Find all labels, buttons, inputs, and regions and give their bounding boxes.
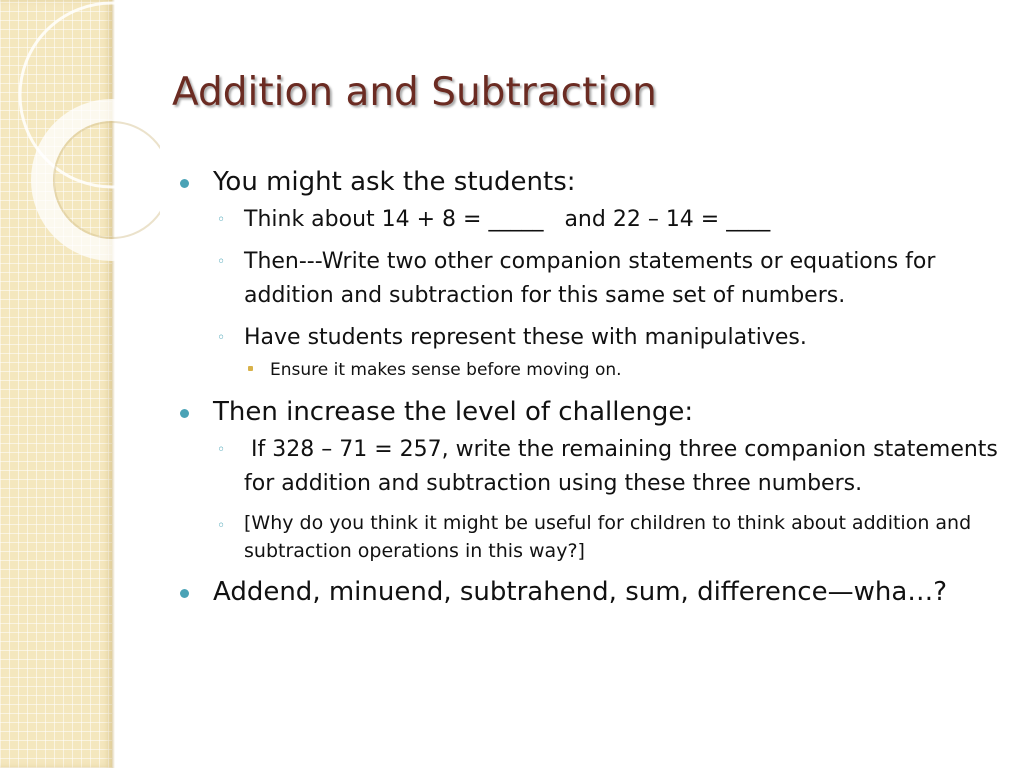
sub-bullet-why-useful (178, 509, 998, 565)
sub-bullet-text: Think about 14 + 8 = _____ and 22 – 14 = ____ (244, 207, 771, 232)
ring-bullet-icon: ◦ (217, 212, 226, 228)
sub-sub-bullet-ensure-sense (178, 357, 998, 383)
sub-bullet-text: [Why do you think it might be useful for children to think about addition and subtraction operations in this way?] (244, 512, 972, 562)
bullet-text: You might ask the students: (213, 167, 576, 197)
bullet-text: Then increase the level of challenge: (213, 397, 694, 427)
ring-bullet-icon: ◦ (217, 254, 226, 270)
bullet-text: Addend, minuend, subtrahend, sum, difference—wha…? (213, 577, 948, 607)
square-bullet-icon (248, 366, 253, 371)
teal-bullet-icon (180, 179, 189, 188)
ring-bullet-icon: ◦ (217, 518, 226, 534)
sub-bullet-companion-statements (178, 245, 998, 313)
bullet-list (178, 165, 1005, 613)
sub-sub-bullet-text: Ensure it makes sense before moving on. (270, 360, 622, 380)
bullet-item-ask-students (178, 165, 998, 199)
decorative-rings-graphic (0, 0, 160, 300)
bullet-item-vocabulary (178, 575, 998, 609)
ring-bullet-icon: ◦ (217, 442, 226, 458)
sub-bullet-328-minus-71 (178, 433, 1005, 501)
ring-bullet-icon: ◦ (217, 330, 226, 346)
bullet-item-increase-challenge (178, 395, 998, 429)
sub-bullet-text: Then---Write two other companion statements or equations for addition and subtraction for this same set of numbers. (244, 249, 936, 308)
sub-bullet-manipulatives (178, 321, 998, 355)
sub-bullet-text: If 328 – 71 = 257, write the remaining three companion statements for addition and subtraction using these three numbers. (244, 437, 1005, 496)
teal-bullet-icon (180, 409, 189, 418)
sub-bullet-think-about (178, 203, 998, 237)
sub-bullet-text: Have students represent these with manipulatives. (244, 325, 807, 350)
slide-title: Addition and Subtraction (172, 70, 657, 115)
teal-bullet-icon (180, 589, 189, 598)
